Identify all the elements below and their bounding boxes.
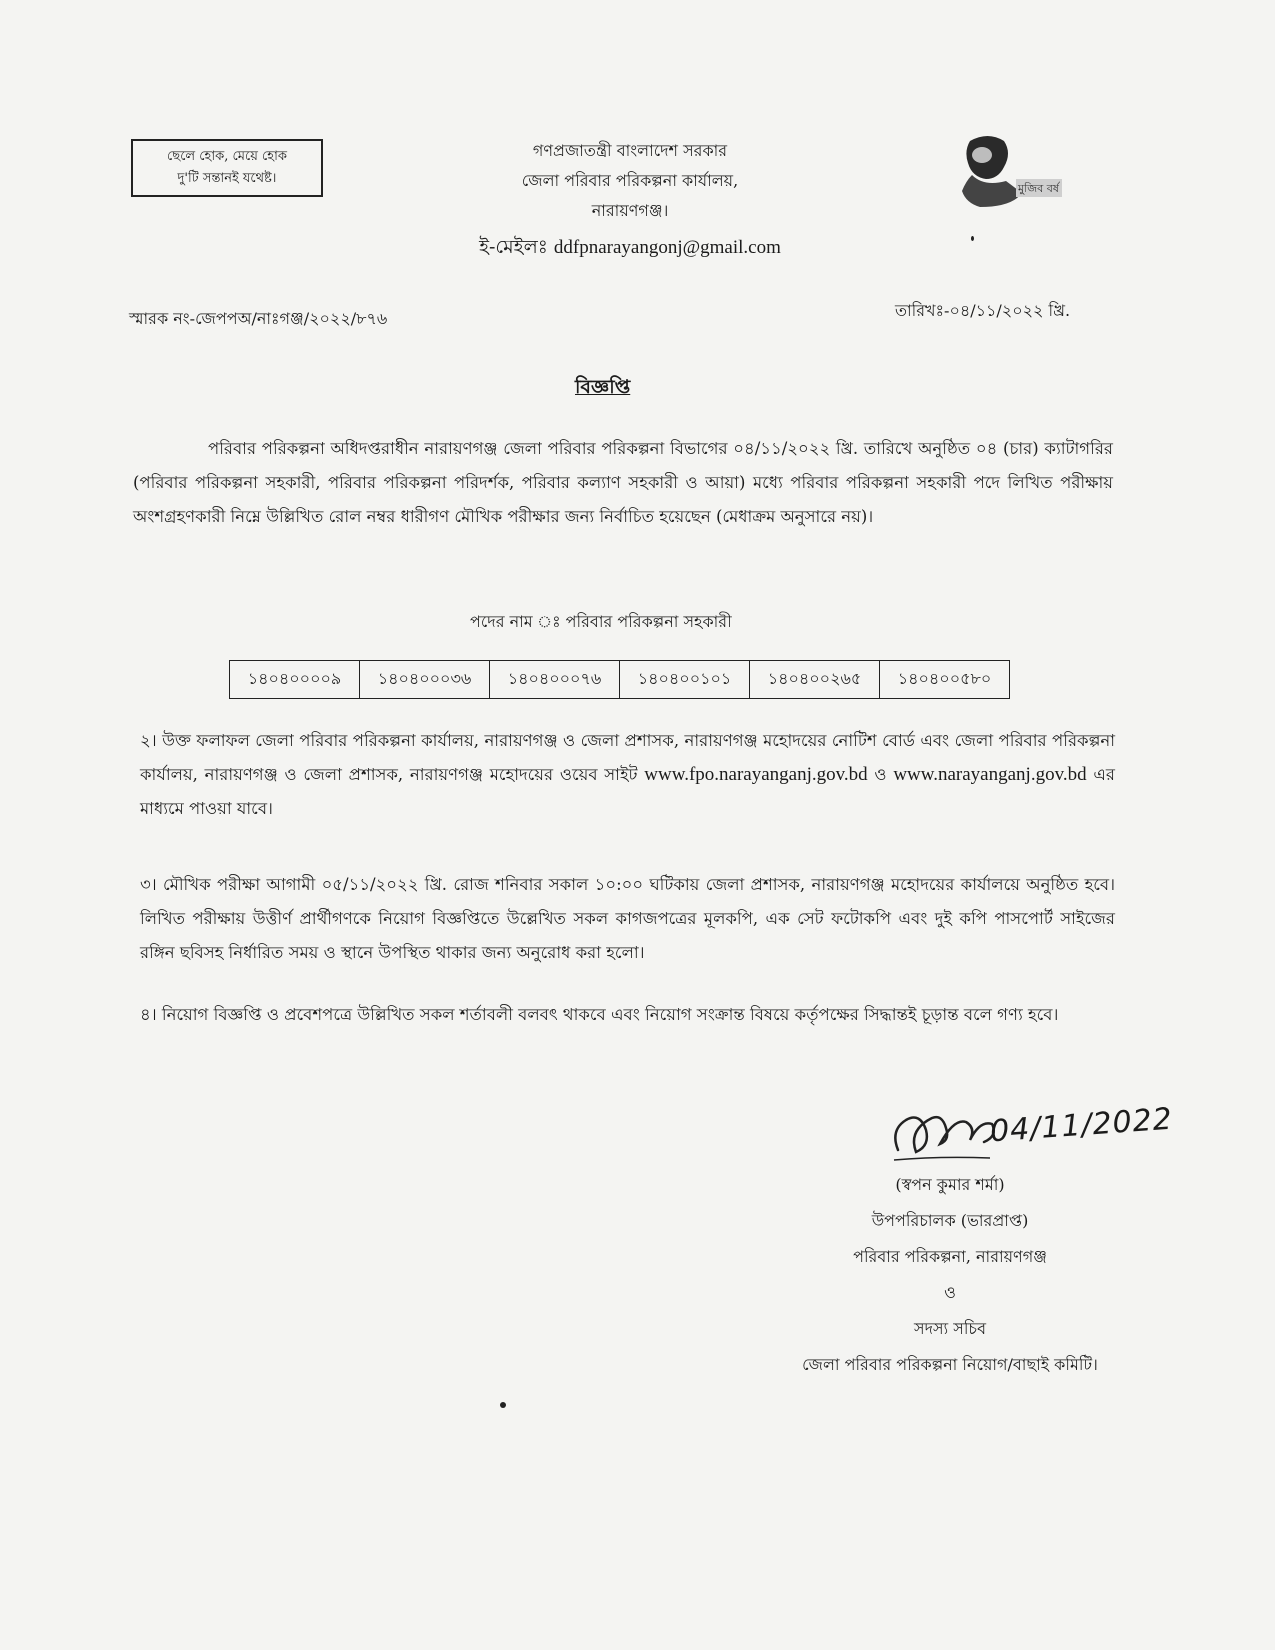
roll-number-cell: ১৪০৪০০০৩৬ (360, 661, 490, 699)
paragraph-2-text: ২। উক্ত ফলাফল জেলা পরিবার পরিকল্পনা কার্যালয়, নারায়ণগঞ্জ ও জেলা প্রশাসক, নারায়ণগঞ্জ মহোদয়ের নোটিশ বোর্ড এবং জেলা পরিবার পরিকল্পনা কার্যালয়, নারায়ণগঞ্জ ও জেলা প্রশাসক, নারায়ণগঞ্জ মহোদয়ের ওয়েব সাইট (140, 731, 1115, 784)
slogan-line-2: দু'টি সন্তানই যথেষ্ট। (177, 171, 277, 186)
office-location: নারায়ণগঞ্জ। (591, 201, 669, 220)
roll-number-cell: ১৪০৪০০০০৯ (230, 661, 360, 699)
scan-speck (971, 236, 974, 241)
handwritten-date: 04/11/2022 (989, 1101, 1174, 1150)
slogan-line-1: ছেলে হোক, মেয়ে হোক (167, 149, 287, 164)
roll-number-cell: ১৪০৪০০৫৮০ (880, 661, 1010, 699)
post-name: পদের নাম ঃ পরিবার পরিকল্পনা সহকারী (470, 612, 732, 631)
signature-block (790, 1167, 1110, 1383)
paragraph-1 (133, 432, 1113, 534)
roll-number-table (229, 660, 1010, 699)
paragraph-2 (140, 724, 1115, 826)
signatory-name: (স্বপন কুমার শর্মা) (895, 1175, 1005, 1194)
email-label: ই-মেইলঃ (479, 236, 548, 258)
paragraph-1-text: পরিবার পরিকল্পনা অধিদপ্তরাধীন নারায়ণগঞ্জ জেলা পরিবার পরিকল্পনা বিভাগের ০৪/১১/২০২২ খ্রি. তারিখে অনুষ্ঠিত ০৪ (চার) ক্যাটাগরির (পরিবার পরিকল্পনা সহকারী, পরিবার পরিকল্পনা পরিদর্শক, পরিবার কল্যাণ সহকারী ও আয়া) মধ্যে পরিবার পরিকল্পনা সহকারী পদে লিখিত পরীক্ষায় অংশগ্রহণকারী নিম্নে উল্লিখিত রোল নম্বর ধারীগণ মৌখিক পরীক্ষার জন্য নির্বাচিত হয়েছেন (মেধাক্রম অনুসারে নয়)। (133, 439, 1113, 526)
signatory-designation-1: উপপরিচালক (ভারপ্রাপ্ত) (871, 1211, 1029, 1230)
website-link-fpo[interactable]: www.fpo.narayanganj.gov.bd (644, 764, 868, 785)
office-name: জেলা পরিবার পরিকল্পনা কার্যালয়, (521, 171, 739, 190)
notice-date: তারিখঃ-০৪/১১/২০২২ খ্রি. (895, 301, 1071, 320)
paragraph-2-tail: এর মাধ্যমে পাওয়া যাবে। (140, 765, 1115, 818)
paragraph-4: ৪। নিয়োগ বিজ্ঞপ্তি ও প্রবেশপত্রে উল্লিখিত সকল শর্তাবলী বলবৎ থাকবে এবং নিয়োগ সংক্রান্ত বিষয়ে কর্তৃপক্ষের সিদ্ধান্তই চূড়ান্ত বলে গণ্য হবে। (140, 1005, 1059, 1024)
government-name: গণপ্রজাতন্ত্রী বাংলাদেশ সরকার (532, 141, 728, 160)
scan-speck (500, 1402, 506, 1408)
notice-title: বিজ্ঞপ্তি (575, 376, 631, 398)
paragraph-2-conj: ও (874, 765, 887, 784)
emblem-text: মুজিব বর্ষ (1018, 182, 1059, 195)
signatory-designation-3: সদস্য সচিব (914, 1319, 986, 1338)
email-line (440, 230, 820, 265)
signatory-designation-2: পরিবার পরিকল্পনা, নারায়ণগঞ্জ (853, 1247, 1047, 1266)
table-row (230, 661, 1010, 699)
email-address: ddfpnarayangonj@gmail.com (553, 237, 781, 258)
signatory-designation-4: জেলা পরিবার পরিকল্পনা নিয়োগ/বাছাই কমিটি। (802, 1355, 1098, 1374)
roll-number-cell: ১৪০৪০০০৭৬ (490, 661, 620, 699)
mujib-borsho-logo-icon (952, 133, 1072, 213)
roll-number-cell: ১৪০৪০০২৬৫ (750, 661, 880, 699)
signatory-conjunction: ও (944, 1283, 956, 1302)
roll-number-cell: ১৪০৪০০১০১ (620, 661, 750, 699)
office-header (440, 136, 820, 265)
website-link-dc[interactable]: www.narayanganj.gov.bd (893, 764, 1087, 785)
memo-number: স্মারক নং-জেপপঅ/নাঃগঞ্জ/২০২২/৮৭৬ (129, 309, 388, 328)
paragraph-3: ৩। মৌখিক পরীক্ষা আগামী ০৫/১১/২০২২ খ্রি. রোজ শনিবার সকাল ১০:০০ ঘটিকায় জেলা প্রশাসক, নারায়ণগঞ্জ মহোদয়ের কার্যালয়ে অনুষ্ঠিত হবে। লিখিত পরীক্ষায় উত্তীর্ণ প্রার্থীগণকে নিয়োগ বিজ্ঞপ্তিতে উল্লেখিত সকল কাগজপত্রের মূলকপি, এক সেট ফটোকপি এবং দুই কপি পাসপোর্ট সাইজের রঙ্গিন ছবিসহ নির্ধারিত সময় ও স্থানে উপস্থিত থাকার জন্য অনুরোধ করা হলো। (140, 875, 1115, 962)
slogan-box (131, 139, 323, 197)
